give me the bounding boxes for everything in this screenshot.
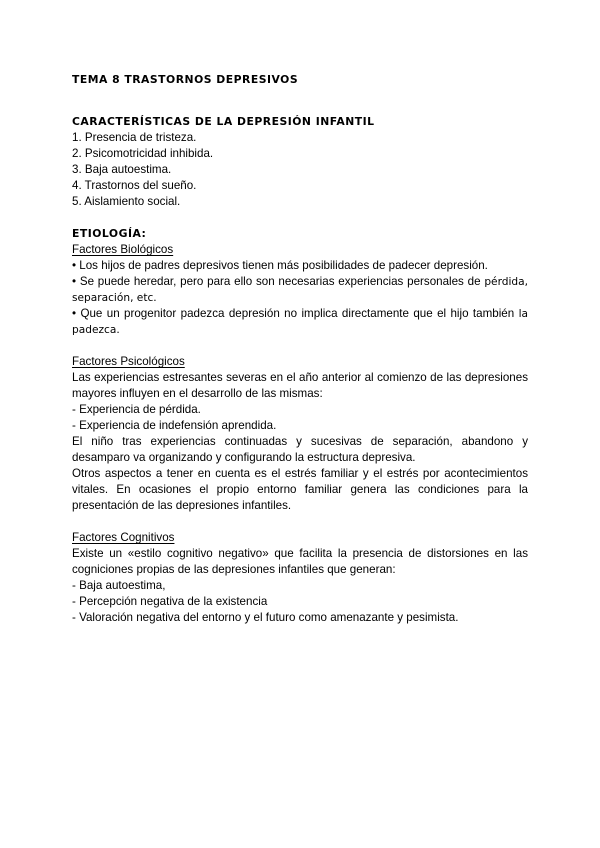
- list-item: - Percepción negativa de la existencia: [72, 595, 268, 608]
- biological-bullet-1: • Los hijos de padres depresivos tienen más posibilidades de padecer depresión.: [72, 259, 488, 272]
- biological-factors-title: Factores Biológicos: [72, 243, 174, 256]
- list-item: 5. Aislamiento social.: [72, 195, 181, 208]
- cognitive-paragraph-1: Existe un «estilo cognitivo negativo» que facilita la presencia de distorsiones en las cogniciones propias de las depresiones infantiles que generan:: [72, 547, 528, 576]
- list-item: - Baja autoestima,: [72, 579, 166, 592]
- list-item: - Experiencia de pérdida.: [72, 403, 201, 416]
- cognitive-factors-title: Factores Cognitivos: [72, 531, 175, 544]
- biological-bullet-2: • Se puede heredar, pero para ello son necesarias experiencias personales de pérdida, separación, etc.: [72, 275, 528, 304]
- list-item: - Experiencia de indefensión aprendida.: [72, 419, 277, 432]
- document-title: TEMA 8 TRASTORNOS DEPRESIVOS: [72, 73, 299, 86]
- psychological-paragraph-3: Otros aspectos a tener en cuenta es el estrés familiar y el estrés por acontecimientos vitales. En ocasiones el propio entorno familiar genera las condiciones para la presentación de las depresiones infantiles.: [72, 467, 528, 512]
- psychological-paragraph-1: Las experiencias estresantes severas en el año anterior al comienzo de las depresiones mayores influyen en el desarrollo de las mismas:: [72, 371, 528, 400]
- list-item: - Valoración negativa del entorno y el futuro como amenazante y pesimista.: [72, 611, 459, 624]
- list-item: 1. Presencia de tristeza.: [72, 131, 197, 144]
- list-item: 4. Trastornos del sueño.: [72, 179, 197, 192]
- document-content: [72, 72, 528, 626]
- biological-bullet-3: • Que un progenitor padezca depresión no implica directamente que el hijo también la padezca.: [72, 307, 528, 336]
- list-item: 3. Baja autoestima.: [72, 163, 172, 176]
- etiology-heading: ETIOLOGÍA:: [72, 227, 147, 240]
- list-item: 2. Psicomotricidad inhibida.: [72, 147, 214, 160]
- characteristics-heading: CARACTERÍSTICAS DE LA DEPRESIÓN INFANTIL: [72, 115, 375, 128]
- psychological-paragraph-2: El niño tras experiencias continuadas y sucesivas de separación, abandono y desamparo va organizando y configurando la estructura depresiva.: [72, 435, 528, 464]
- psychological-factors-title: Factores Psicológicos: [72, 355, 185, 368]
